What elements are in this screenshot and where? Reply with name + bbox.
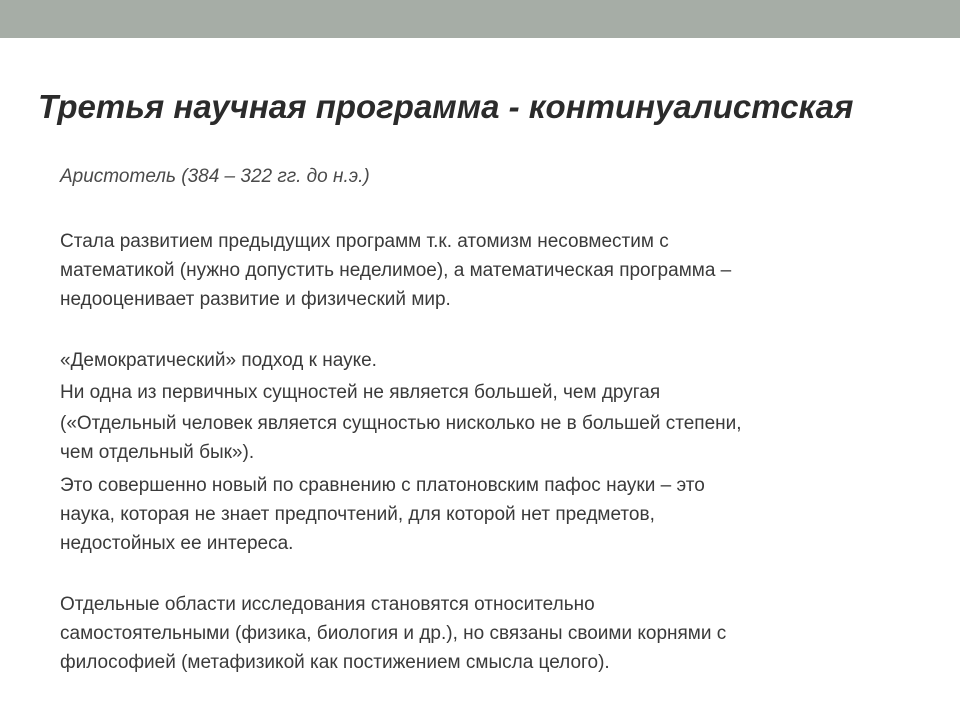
paragraph-2: «Демократический» подход к науке. — [60, 350, 377, 371]
paragraph-6: Отдельные области исследования становятся относительно самостоятельными (физика, биология и др.), но связаны своими корнями с философией (метафизикой как постижением смысла целого). — [60, 594, 727, 673]
paragraph-4: («Отдельный человек является сущностью нисколько не в большей степени, чем отдельный бык»). — [60, 413, 742, 463]
slide-subtitle: Аристотель (384 – 322 гг. до н.э.) — [60, 166, 370, 187]
top-decorative-bar — [0, 0, 960, 38]
paragraph-3: Ни одна из первичных сущностей не является большей, чем другая — [60, 382, 661, 403]
paragraph-1: Стала развитием предыдущих программ т.к. атомизм несовместим с математикой (нужно допустить неделимое), а математическая программа – недооценивает развитие и физический мир. — [60, 231, 732, 310]
paragraph-5: Это совершенно новый по сравнению с платоновским пафос науки – это наука, которая не знает предпочтений, для которой нет предметов, недостойных ее интереса. — [60, 475, 705, 554]
slide-title: Третья научная программа - континуалистская — [38, 88, 854, 125]
